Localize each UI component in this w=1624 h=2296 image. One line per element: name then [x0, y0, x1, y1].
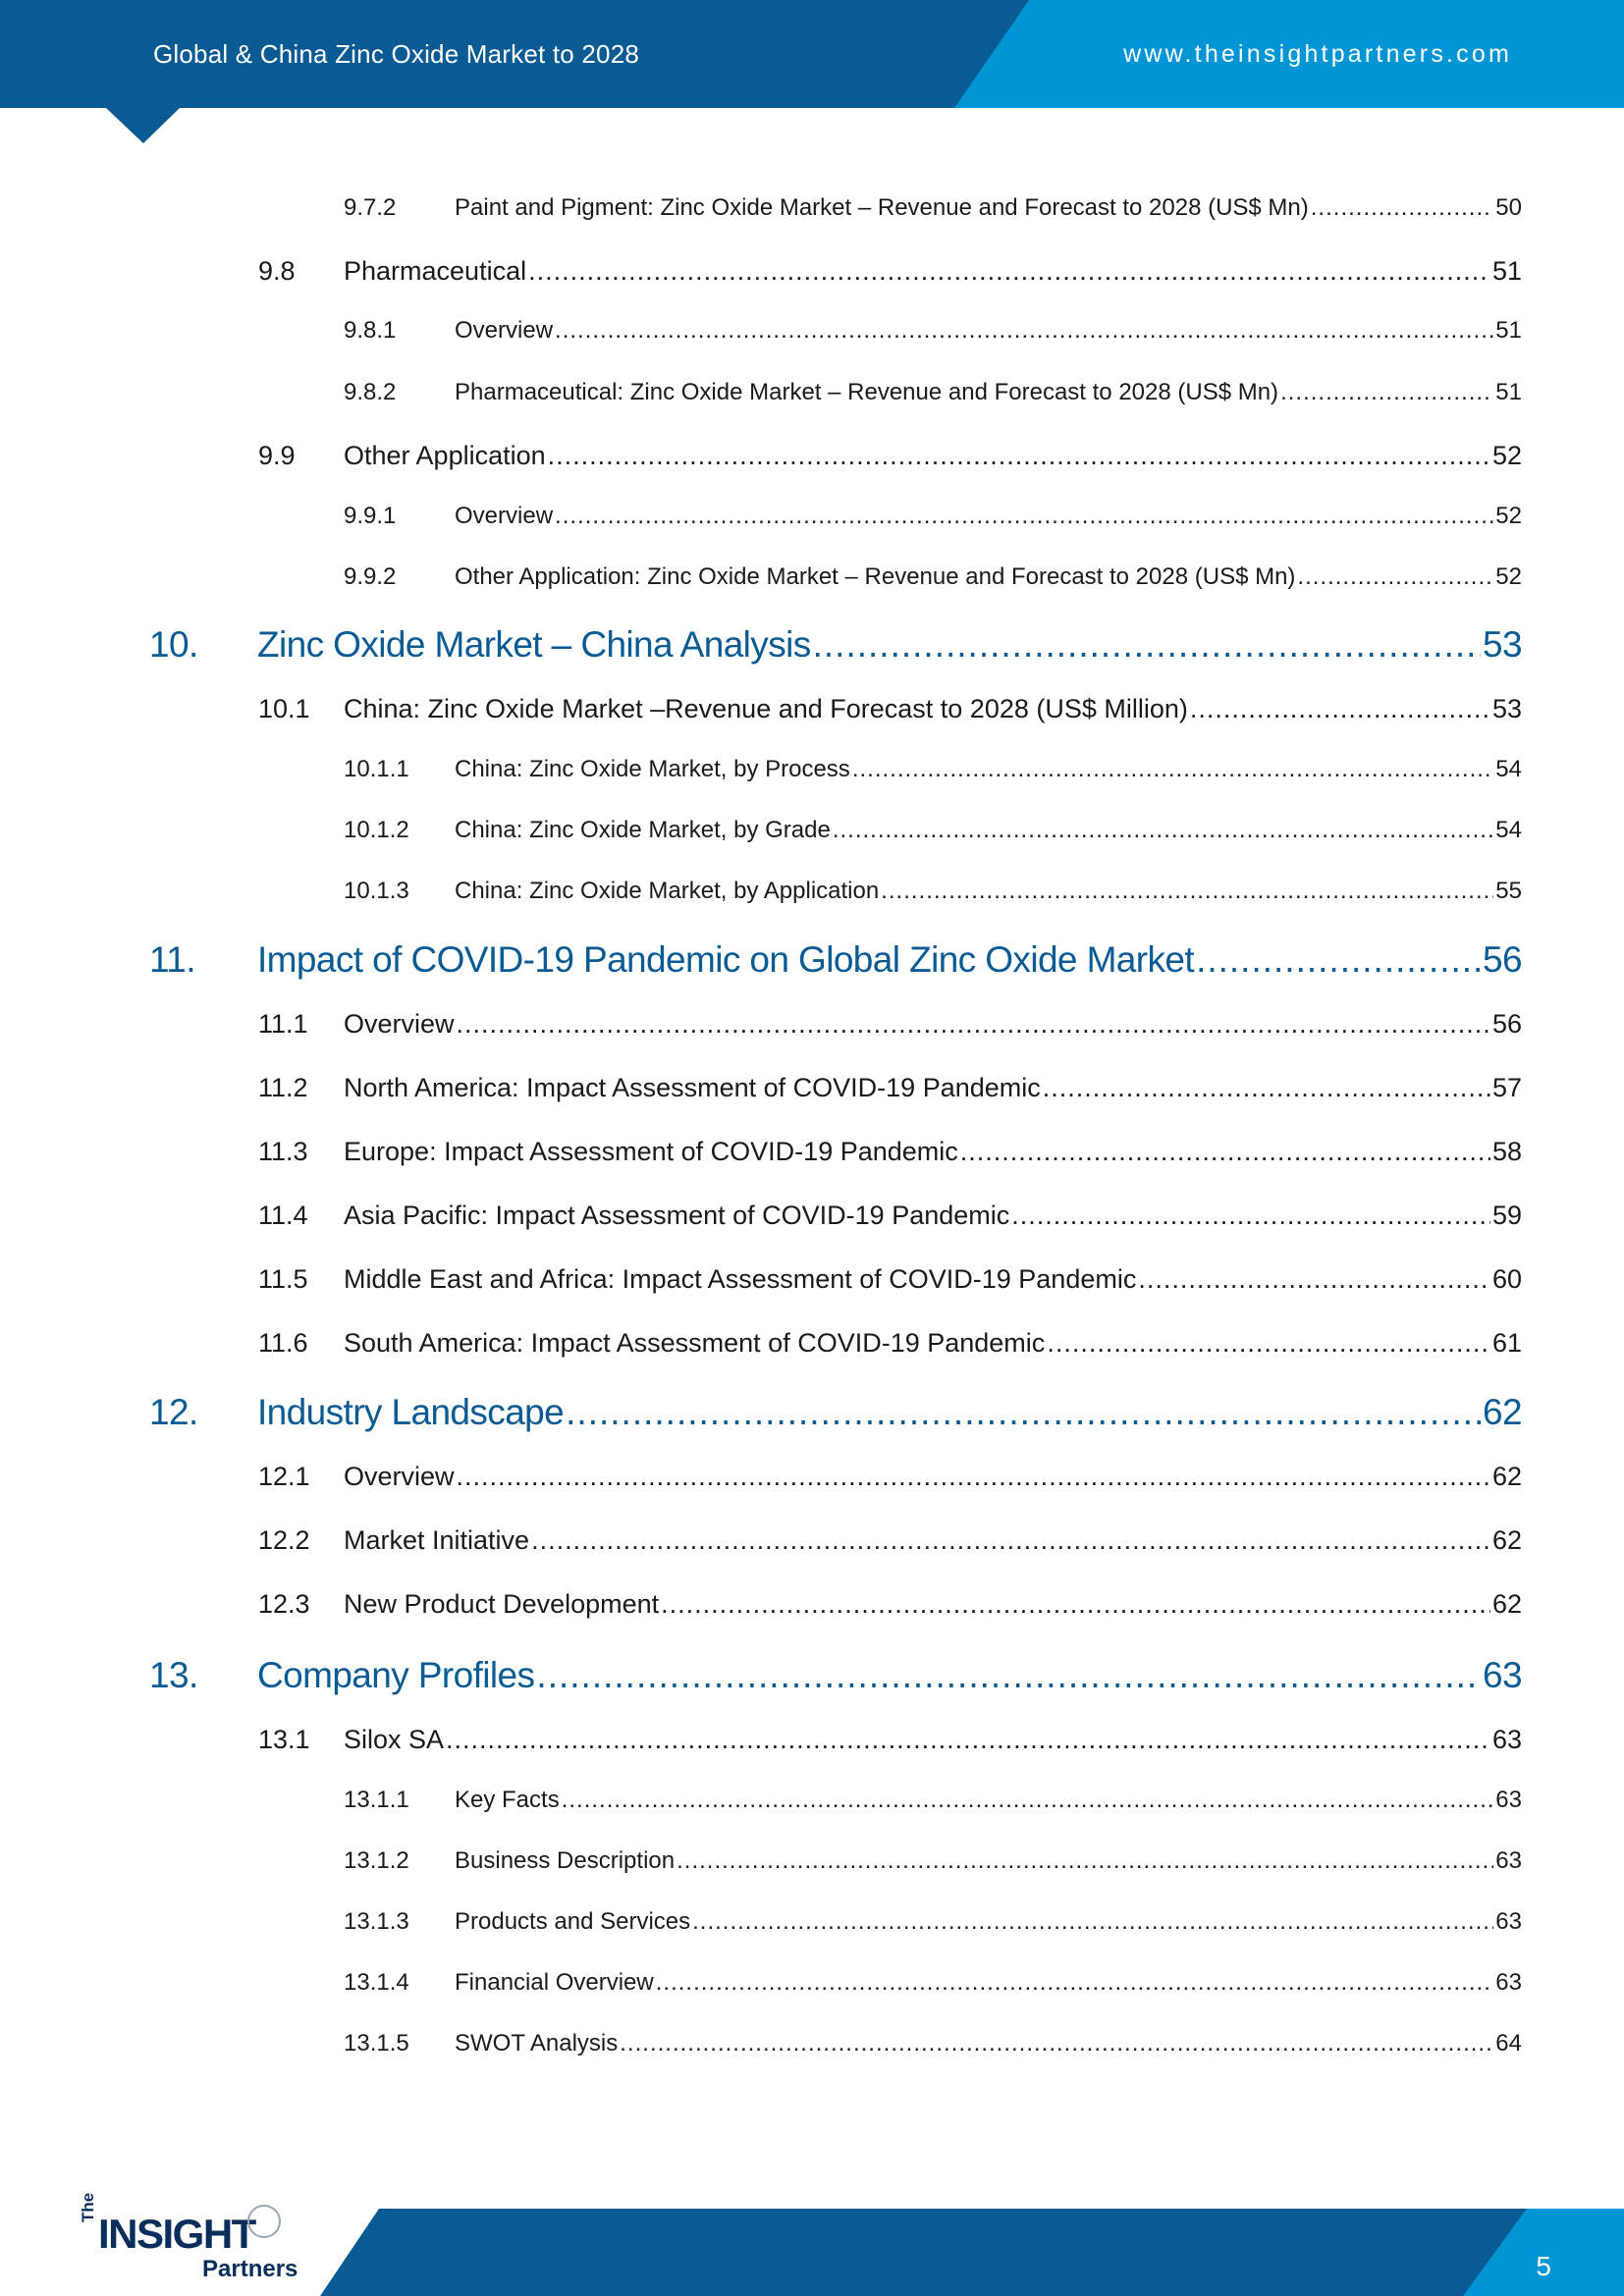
toc-dot-leader	[528, 256, 1490, 287]
logo-ring-icon	[247, 2205, 281, 2238]
toc-entry-page: 63	[1495, 1787, 1522, 1813]
toc-entry-level-3[interactable]	[344, 1908, 1522, 1936]
toc-entry-number: 11.3	[258, 1137, 308, 1166]
toc-entry-number: 11.6	[258, 1328, 308, 1358]
toc-dot-leader	[555, 503, 1493, 530]
toc-entry-number: 12.	[149, 1392, 198, 1432]
toc-entry-number: 11.1	[258, 1009, 308, 1039]
toc-dot-leader	[620, 2030, 1493, 2057]
toc-entry-level-3[interactable]	[344, 1847, 1522, 1875]
toc-dot-leader	[677, 1847, 1493, 1875]
toc-dot-leader	[536, 1655, 1481, 1696]
toc-dot-leader	[960, 1137, 1490, 1167]
toc-entry-title: Overview	[455, 503, 554, 529]
toc-entry-number: 9.8	[258, 256, 296, 286]
toc-entry-title: Overview	[344, 1009, 455, 1039]
toc-entry-title: Europe: Impact Assessment of COVID-19 Pandemic	[344, 1137, 958, 1166]
toc-entry-page: 63	[1491, 1725, 1522, 1754]
toc-entry-title: Silox SA	[344, 1725, 445, 1754]
toc-entry-number: 9.8.2	[344, 379, 397, 405]
toc-entry-number: 12.3	[258, 1589, 310, 1619]
toc-entry-title: Other Application	[344, 441, 546, 470]
toc-entry-page: 56	[1491, 1009, 1522, 1039]
toc-entry-page: 55	[1495, 878, 1522, 904]
document-title: Global & China Zinc Oxide Market to 2028	[153, 39, 640, 69]
logo-insight-text: INSIGHT	[98, 2211, 255, 2257]
toc-dot-leader	[692, 1908, 1493, 1936]
toc-entry-page: 53	[1491, 694, 1522, 723]
toc-entry-number: 13.	[149, 1655, 198, 1695]
toc-entry-number: 9.9.2	[344, 563, 397, 590]
toc-dot-leader	[1138, 1264, 1490, 1295]
toc-entry-number: 9.8.1	[344, 317, 397, 344]
toc-entry-page: 51	[1495, 379, 1522, 405]
toc-entry-page: 63	[1495, 1908, 1522, 1935]
toc-entry-title: Financial Overview	[455, 1969, 654, 1996]
toc-entry-title: Overview	[344, 1462, 455, 1491]
toc-entry-number: 11.2	[258, 1073, 308, 1102]
toc-entry-level-1[interactable]	[149, 1392, 1522, 1433]
toc-entry-level-3[interactable]	[344, 1787, 1522, 1814]
toc-entry-title: South America: Impact Assessment of COVID-19 Pandemic	[344, 1328, 1046, 1358]
toc-entry-number: 9.9	[258, 441, 296, 470]
toc-dot-leader	[1196, 939, 1481, 981]
toc-entry-title: Business Description	[455, 1847, 676, 1874]
toc-entry-page: 58	[1491, 1137, 1522, 1166]
toc-entry-level-2[interactable]	[258, 1589, 1522, 1620]
toc-entry-level-2[interactable]	[258, 1264, 1522, 1295]
toc-dot-leader	[1011, 1201, 1490, 1231]
toc-entry-title: Pharmaceutical	[344, 256, 527, 286]
toc-dot-leader	[457, 1009, 1490, 1040]
toc-entry-level-3[interactable]	[344, 563, 1522, 591]
toc-entry-page: 50	[1495, 194, 1522, 221]
toc-dot-leader	[881, 878, 1493, 905]
toc-dot-leader	[1280, 379, 1493, 406]
toc-entry-title: Impact of COVID-19 Pandemic on Global Zinc Oxide Market	[257, 939, 1195, 980]
toc-dot-leader	[1297, 563, 1493, 591]
toc-entry-level-3[interactable]	[344, 317, 1522, 345]
toc-entry-level-2[interactable]	[258, 1328, 1522, 1359]
toc-dot-leader	[852, 756, 1493, 783]
toc-entry-page: 59	[1491, 1201, 1522, 1230]
toc-entry-title: Middle East and Africa: Impact Assessment of COVID-19 Pandemic	[344, 1264, 1137, 1294]
toc-dot-leader	[833, 817, 1493, 844]
toc-entry-level-3[interactable]	[344, 1969, 1522, 1997]
toc-entry-page: 61	[1491, 1328, 1522, 1358]
toc-dot-leader	[1047, 1328, 1490, 1359]
toc-dot-leader	[457, 1462, 1490, 1492]
toc-dot-leader	[656, 1969, 1494, 1997]
toc-entry-number: 10.1.3	[344, 878, 409, 904]
toc-entry-level-2[interactable]	[258, 694, 1522, 724]
toc-dot-leader	[1311, 194, 1494, 222]
toc-entry-page: 53	[1483, 624, 1522, 665]
toc-entry-number: 13.1.4	[344, 1969, 409, 1996]
toc-entry-page: 60	[1491, 1264, 1522, 1294]
header-banner	[0, 0, 1624, 147]
toc-dot-leader	[1043, 1073, 1490, 1103]
toc-entry-level-2[interactable]	[258, 1462, 1522, 1492]
toc-entry-level-2[interactable]	[258, 1073, 1522, 1103]
toc-entry-title: Industry Landscape	[257, 1392, 565, 1432]
toc-dot-leader	[562, 1787, 1494, 1814]
toc-entry-page: 62	[1491, 1589, 1522, 1619]
toc-entry-page: 64	[1495, 2030, 1522, 2056]
toc-entry-level-2[interactable]	[258, 1525, 1522, 1556]
toc-entry-level-1[interactable]	[149, 939, 1522, 981]
toc-entry-number: 13.1	[258, 1725, 310, 1754]
toc-entry-level-3[interactable]	[344, 878, 1522, 905]
toc-dot-leader	[548, 441, 1490, 471]
toc-entry-number: 11.5	[258, 1264, 308, 1294]
toc-dot-leader	[566, 1392, 1481, 1433]
toc-entry-title: Products and Services	[455, 1908, 691, 1935]
toc-entry-level-3[interactable]	[344, 379, 1522, 406]
toc-entry-page: 63	[1495, 1847, 1522, 1874]
toc-entry-level-3[interactable]	[344, 817, 1522, 844]
logo-partners-text: Partners	[202, 2256, 298, 2282]
toc-entry-page: 51	[1495, 317, 1522, 344]
toc-entry-level-3[interactable]	[344, 503, 1522, 530]
toc-entry-page: 62	[1491, 1525, 1522, 1555]
toc-entry-number: 11.4	[258, 1201, 308, 1230]
toc-dot-leader	[555, 317, 1493, 345]
toc-entry-title: SWOT Analysis	[455, 2030, 619, 2056]
toc-entry-level-2[interactable]	[258, 256, 1522, 287]
toc-entry-number: 12.1	[258, 1462, 310, 1491]
toc-entry-title: Asia Pacific: Impact Assessment of COVID-19 Pandemic	[344, 1201, 1010, 1230]
toc-entry-page: 54	[1495, 817, 1522, 843]
toc-entry-title: China: Zinc Oxide Market –Revenue and Forecast to 2028 (US$ Million)	[344, 694, 1188, 723]
toc-entry-title: Key Facts	[455, 1787, 560, 1813]
toc-entry-level-1[interactable]	[149, 624, 1522, 666]
toc-dot-leader	[1190, 694, 1490, 724]
toc-entry-page: 52	[1495, 563, 1522, 590]
toc-entry-page: 62	[1483, 1392, 1522, 1432]
toc-entry-number: 9.9.1	[344, 503, 397, 529]
toc-dot-leader	[813, 624, 1481, 666]
toc-entry-page: 57	[1491, 1073, 1522, 1102]
toc-entry-number: 13.1.1	[344, 1787, 409, 1813]
page-number: 5	[1536, 2251, 1551, 2281]
toc-entry-page: 63	[1495, 1969, 1522, 1996]
toc-entry-title: Other Application: Zinc Oxide Market – Revenue and Forecast to 2028 (US$ Mn)	[455, 563, 1296, 590]
toc-entry-title: China: Zinc Oxide Market, by Process	[455, 756, 850, 782]
toc-dot-leader	[531, 1525, 1490, 1556]
page-header	[0, 0, 1624, 108]
toc-entry-level-2[interactable]	[258, 1725, 1522, 1755]
toc-entry-level-2[interactable]	[258, 1201, 1522, 1231]
toc-entry-page: 52	[1491, 441, 1522, 470]
toc-entry-title: Company Profiles	[257, 1655, 535, 1695]
toc-entry-level-1[interactable]	[149, 1655, 1522, 1696]
toc-entry-title: China: Zinc Oxide Market, by Grade	[455, 817, 831, 843]
website-url[interactable]: www.theinsightpartners.com	[1123, 40, 1512, 68]
toc-entry-level-3[interactable]	[344, 756, 1522, 783]
toc-entry-page: 51	[1491, 256, 1522, 286]
toc-entry-page: 62	[1491, 1462, 1522, 1491]
toc-entry-title: Zinc Oxide Market – China Analysis	[257, 624, 811, 665]
toc-dot-leader	[446, 1725, 1490, 1755]
logo-the-text: The	[79, 2192, 97, 2222]
toc-entry-page: 54	[1495, 756, 1522, 782]
toc-entry-level-3[interactable]	[344, 194, 1522, 222]
insight-partners-logo	[75, 2192, 298, 2289]
toc-dot-leader	[661, 1589, 1490, 1620]
toc-entry-page: 63	[1483, 1655, 1522, 1695]
toc-entry-number: 10.	[149, 624, 198, 665]
toc-entry-level-2[interactable]	[258, 441, 1522, 471]
toc-entry-title: Market Initiative	[344, 1525, 530, 1555]
toc-entry-level-2[interactable]	[258, 1137, 1522, 1167]
toc-entry-number: 10.1.1	[344, 756, 409, 782]
toc-entry-number: 13.1.3	[344, 1908, 409, 1935]
toc-entry-number: 10.1.2	[344, 817, 409, 843]
toc-entry-title: Paint and Pigment: Zinc Oxide Market – Revenue and Forecast to 2028 (US$ Mn)	[455, 194, 1309, 221]
toc-entry-number: 13.1.2	[344, 1847, 409, 1874]
toc-entry-title: China: Zinc Oxide Market, by Application	[455, 878, 880, 904]
toc-entry-number: 12.2	[258, 1525, 310, 1555]
toc-entry-page: 56	[1483, 939, 1522, 980]
toc-entry-level-2[interactable]	[258, 1009, 1522, 1040]
toc-entry-title: Pharmaceutical: Zinc Oxide Market – Revenue and Forecast to 2028 (US$ Mn)	[455, 379, 1279, 405]
toc-entry-title: North America: Impact Assessment of COVID-19 Pandemic	[344, 1073, 1041, 1102]
toc-entry-number: 11.	[149, 939, 195, 980]
toc-entry-level-3[interactable]	[344, 2030, 1522, 2057]
toc-entry-title: Overview	[455, 317, 554, 344]
toc-entry-number: 13.1.5	[344, 2030, 409, 2056]
toc-entry-number: 10.1	[258, 694, 310, 723]
toc-entry-number: 9.7.2	[344, 194, 397, 221]
toc-entry-page: 52	[1495, 503, 1522, 529]
toc-entry-title: New Product Development	[344, 1589, 660, 1619]
